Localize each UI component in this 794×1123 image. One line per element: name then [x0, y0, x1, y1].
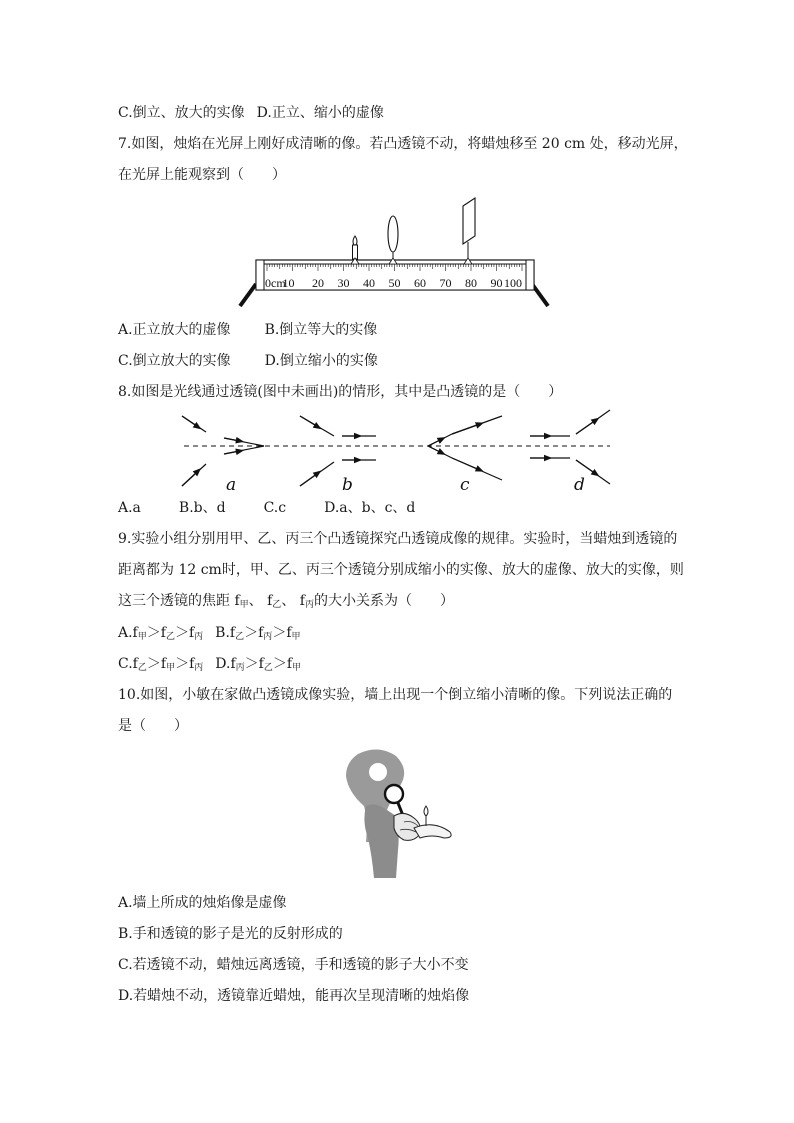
q6-option-c: C.倒立、放大的实像: [118, 105, 245, 121]
rays-case-b: [300, 416, 376, 486]
optical-bench-figure: [238, 196, 550, 310]
q10-option-d: D.若蜡烛不动，透镜靠近蜡烛，能再次呈现清晰的烛焰像: [118, 988, 470, 1004]
light-screen-icon: [463, 198, 475, 264]
ruler-label: 40: [363, 276, 375, 290]
q8-option-d: D.a、b、c、d: [324, 500, 416, 516]
ruler-unit: 0cm: [265, 276, 286, 290]
q7-option-b: B.倒立等大的实像: [264, 322, 378, 338]
q6-option-d: D.正立、缩小的虚像: [256, 105, 384, 121]
light-rays-figure: [176, 404, 622, 496]
ruler-label: 50: [388, 276, 401, 290]
q7-stem-line2: 在光屏上能观察到（ ）: [118, 167, 286, 183]
q8-option-b: B.b、d: [178, 500, 226, 516]
q10-option-c: C.若透镜不动，蜡烛远离透镜，手和透镜的影子大小不变: [118, 957, 469, 973]
q10-stem-line2: 是（ ）: [118, 718, 188, 734]
q10-stem-line1: 10.如图，小敏在家做凸透镜成像实验，墙上出现一个倒立缩小清晰的像。下列说法正确的: [118, 687, 673, 703]
ruler-label: 90: [490, 276, 503, 290]
q7-stem-line1: 7.如图，烛焰在光屏上刚好成清晰的像。若凸透镜不动，将蜡烛移至 20 cm 处，移动光屏，: [118, 136, 688, 152]
q8-option-c: C.c: [263, 500, 287, 516]
q8-options: [118, 499, 415, 517]
q9-stem-line2: 距离都为 12 cm时，甲、乙、丙三个透镜分别成缩小的实像、放大的虚像、放大的实像，则: [118, 562, 684, 578]
fig-label-c: c: [460, 475, 470, 495]
fig-label-d: d: [574, 475, 585, 495]
ruler-label: 10: [282, 276, 295, 290]
rays-case-a: [182, 416, 264, 486]
q9-option-c: $C.f_乙>f_甲>f_丙$: [118, 656, 204, 673]
q9-stem-line1: 9.实验小组分别用甲、乙、丙三个凸透镜探究凸透镜成像的规律。实验时，当蜡烛到透镜的: [118, 531, 678, 547]
q9-stem-line3: 这三个透镜的焦距 $f_甲$、 $f_乙$、 $f_丙$的大小关系为（ ）: [118, 593, 454, 610]
q9-options-cd: [118, 655, 301, 677]
q7-options-ab: [118, 321, 377, 339]
rays-case-c: [428, 416, 502, 480]
convex-lens-icon: [388, 216, 398, 264]
q9-option-a: $A.f_甲>f_乙>f_丙$: [118, 625, 204, 642]
hand-magnifier-shadow-image: [338, 746, 462, 878]
rays-case-d: [530, 410, 610, 484]
ruler-label: 80: [465, 276, 477, 290]
q6-options-cd: [118, 104, 384, 122]
q9-options-ab: [118, 624, 301, 646]
fig-label-a: a: [226, 475, 237, 495]
ruler-label: 100: [504, 276, 522, 290]
ruler-label: 70: [439, 276, 452, 290]
q9-option-b: $B.f_乙>f_丙>f_甲$: [215, 625, 301, 642]
q7-option-d: D.倒立缩小的实像: [264, 353, 378, 369]
fig-label-b: b: [342, 475, 353, 495]
q7-option-a: A.正立放大的虚像: [118, 322, 231, 338]
q9-option-d: $D.f_丙>f_乙>f_甲$: [215, 656, 302, 673]
ruler-label: 60: [414, 276, 426, 290]
q8-option-a: A.a: [118, 500, 141, 516]
q10-option-b: B.手和透镜的影子是光的反射形成的: [118, 926, 343, 942]
ruler-label: 20: [312, 276, 324, 290]
q10-option-a: A.墙上所成的烛焰像是虚像: [118, 895, 287, 911]
q7-option-c: C.倒立放大的实像: [118, 353, 231, 369]
q7-options-cd: [118, 352, 378, 370]
ruler-label: 30: [337, 276, 350, 290]
q8-stem: 8.如图是光线通过透镜(图中未画出)的情形，其中是凸透镜的是（ ）: [118, 384, 563, 400]
